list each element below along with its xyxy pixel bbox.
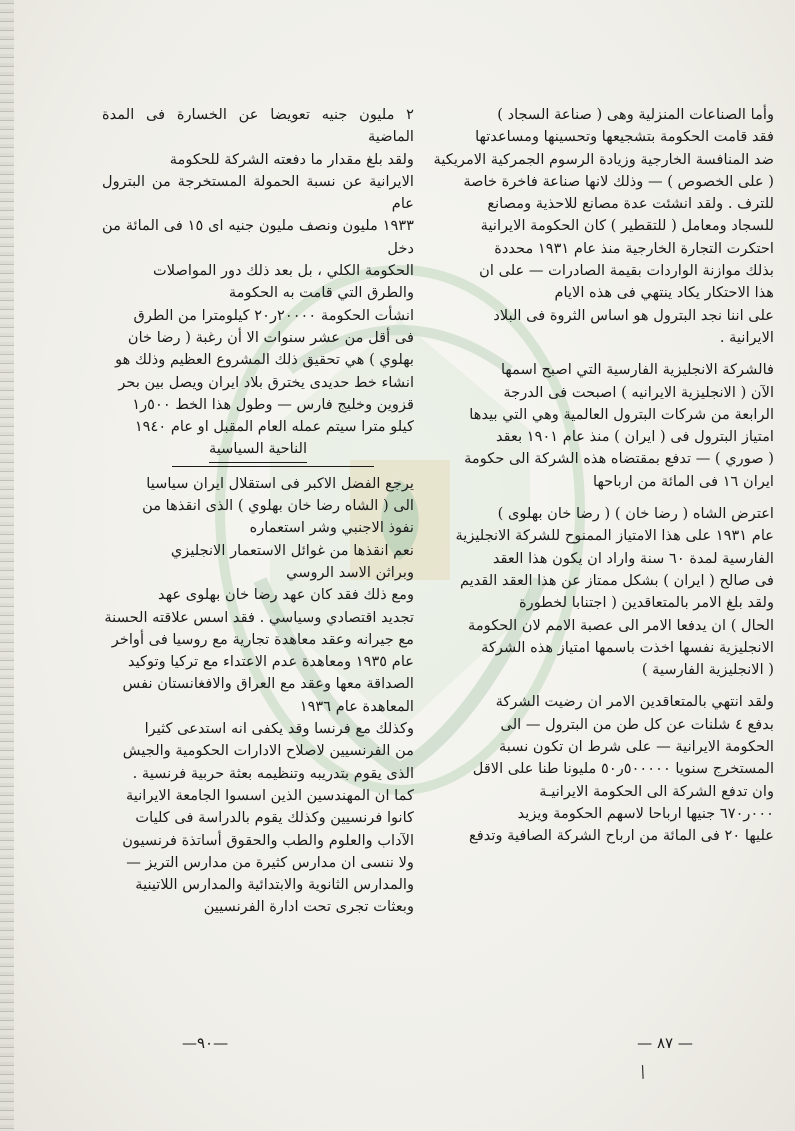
paragraph-line: وبراثن الاسد الروسي [286,563,414,581]
paragraph-line: المعاهدة عام ١٩٣٦ [299,697,414,715]
paragraph-line: وكذلك مع فرنسا وقد يكفى انه استدعى كثيرا [144,720,414,738]
paragraph-line: الانجليزية نفسها اخذت باسمها امتياز هذه الشركة [481,638,774,656]
heading-divider [172,466,374,467]
paragraph-line: ضد المنافسة الخارجية وزيادة الرسوم الجمركية الامريكية [433,150,774,168]
paragraph-line: الحكومة الكلي ، بل بعد ذلك دور المواصلات [153,262,414,280]
paragraph-line: الايرانية عن نسبة الحمولة المستخرجة من البترول عام [102,172,414,213]
paragraph-line: الايرانية . [719,328,774,346]
paragraph-line: ولقد بلغ مقدار ما دفعته الشركة للحكومة [169,150,414,168]
paragraph-line: فقد قامت الحكومة بتشجيعها وتحسينها ومساعدتها [475,128,774,146]
paragraph-line: ١٩٣٣ مليون ونصف مليون جنيه اى ١٥ فى المائة من دخل [102,217,414,257]
margin-mark: / [636,1061,649,1082]
paragraph-line: الآن ( الانجليزية الايرانيه ) اصبحت فى الدرجة [503,383,774,401]
paragraph-line: نفوذ الاجنبي وشر استعماره [249,519,414,537]
paragraph-line: ( صوري ) — تدفع بمقتضاه هذه الشركة الى حكومة [464,450,774,468]
paragraph-line: الى ( الشاه رضا خان بهلوي ) الذى انقذها من [142,497,414,515]
paragraph-line: ولقد بلغ الامر بالمتعاقدين ( اجتنابا لخطورة [519,594,774,612]
section-heading [102,438,414,462]
paragraph-line: للترف . ولقد انشئت عدة مصانع للاحذية ومصانع [487,195,774,213]
paragraph-line: ( الانجليزية الفارسية ) [641,661,774,679]
paragraph-line: عليها ٢٠ فى المائة من ارباح الشركة الصافية وتدفع [469,827,774,845]
paragraph-line: بدفع ٤ شلنات عن كل طن من البترول — الى [500,715,774,733]
paragraph-line: تجديد اقتصادي وسياسي . فقد اسس علاقته الحسنة [104,608,414,626]
paragraph-line: كانوا فرنسيين وكذلك يقوم بالدراسة فى كليات [135,809,414,827]
paragraph-line: وبعثات تجرى تحت ادارة الفرنسيين [203,898,414,916]
paragraph-line: على اننا نجد البترول هو اساس الثروة فى البلاد [493,306,774,324]
paragraph-line: بذلك موازنة الواردات بقيمة الصادرات — على ان [479,262,774,280]
paragraph-line: ومع ذلك فقد كان عهد رضا خان بهلوى عهد [158,586,414,604]
paragraph-line: وأما الصناعات المنزلية وهى ( صناعة السجاد ) [497,106,774,123]
paragraph-line: والمدارس الثانوية والابتدائية والمدارس اللاتينية [135,876,414,894]
paragraph-line: الصداقة معها وعقد مع العراق والافغانستان نفس [122,675,414,693]
page-number-right: — ٨٧ — [637,1034,693,1052]
paragraph-line: عام ١٩٣٥ ومعاهدة عدم الاعتداء مع تركيا وتوكيد [127,653,414,671]
paragraph-line: فى صالح ( ايران ) بشكل ممتاز عن هذا العقد القديم [459,571,774,589]
paragraph-line: ٠٠٠ر٦٧٠ جنيها ارباحا لاسهم الحكومة ويزيد [517,804,774,822]
paragraph-line: قزوين وخليج فارس — وطول هذا الخط ٥٠٠ر١ [132,395,414,413]
paragraph-line: للسجاد ومعامل ( للتقطير ) كان الحكومة الايرانية [480,217,774,235]
paragraph-line: المستخرج سنويا ٥٠٠٠٠٠ر٥٠ مليونا طنا على الاقل [472,760,774,778]
paragraph-line: ( على الخصوص ) — وذلك لانها صناعة فاخرة خاصة [463,172,774,190]
paragraph-line: الفارسية لمدة ٦٠ سنة واراد ان يكون هذا العقد [492,549,774,567]
right-text-column [418,104,774,848]
paragraph-line: من الفرنسيين لاصلاح الادارات الحكومية والجيش [122,742,414,760]
paragraph-line: ٢ مليون جنيه تعويضا عن الخسارة فى المدة الماضية [102,106,414,146]
paragraph-line: الآداب والعلوم والطب والحقوق أساتذة فرنسيون [122,831,414,849]
paragraph-line: ولا ننسى ان مدارس كثيرة من مدارس التريز — [126,853,414,871]
paragraph-line: وان تدفع الشركة الى الحكومة الايرانيـة [539,782,774,800]
paragraph-line: فالشركة الانجليزية الفارسية التي اصبح اسمها [500,361,774,379]
left-text-column [102,104,414,919]
paragraph-line: نعم انقذها من غوائل الاستعمار الانجليزي [170,541,414,559]
paragraph-line: امتياز البترول فى ( ايران ) منذ عام ١٩٠١ بعقد [496,428,774,446]
page-binding-edge [0,0,14,1131]
paragraph-line: انشأت الحكومة ٢٠٠٠٠ر٢٠ كيلومترا من الطرق [133,306,414,324]
paragraph-line: انشاء خط حديدى يخترق بلاد ايران ويصل بين بحر [118,373,414,391]
page-number-left: —٩٠— [181,1034,229,1052]
paragraph-line: الحال ) ان يدفعا الامر الى عصبة الامم لان الحكومة [468,616,774,634]
paragraph-line: كيلو مترا سيتم عمله العام المقبل او عام ١٩٤٠ [134,418,414,436]
paragraph-line: والطرق التي قامت به الحكومة [228,284,414,302]
section-heading-text: الناحية السياسية [209,438,307,462]
paragraph-line: فى أقل من عشر سنوات الا أن رغبة ( رضا خان [127,328,414,346]
paragraph-line: الحكومة الايرانية — على شرط ان تكون نسبة [498,738,774,756]
paragraph-line: ولقد انتهي بالمتعاقدين الامر ان رضيت الشركة [495,693,774,711]
paragraph-line: هذا الاحتكار يكاد ينتهي فى هذه الايام [554,284,774,302]
paragraph-line: احتكرت التجارة الخارجية منذ عام ١٩٣١ محددة [494,239,774,257]
paragraph-line: بهلوي ) هي تحقيق ذلك المشروع العظيم وذلك هو [115,351,414,369]
paragraph-line: الرابعة من شركات البترول العالمية وهي التي بيدها [469,405,774,423]
paragraph-line: كما ان المهندسين الذين اسسوا الجامعة الايرانية [125,786,414,804]
paragraph-line: اعترض الشاه ( رضا خان ) ( رضا خان بهلوى ) [497,505,774,523]
paragraph-line: عام ١٩٣١ على هذا الامتياز الممنوح للشركة الانجليزية [455,527,774,545]
paragraph-line: مع جيرانه وعقد معاهدة تجارية مع روسيا فى أواخر [111,630,414,648]
paragraph-line: الذى يقوم بتدريبه وتنظيمه بعثة حربية فرنسية . [132,764,414,782]
paragraph-line: يرجع الفضل الاكبر فى استقلال ايران سياسيا [146,474,414,492]
paragraph-line: ايران ١٦ فى المائة من ارباحها [593,472,774,490]
